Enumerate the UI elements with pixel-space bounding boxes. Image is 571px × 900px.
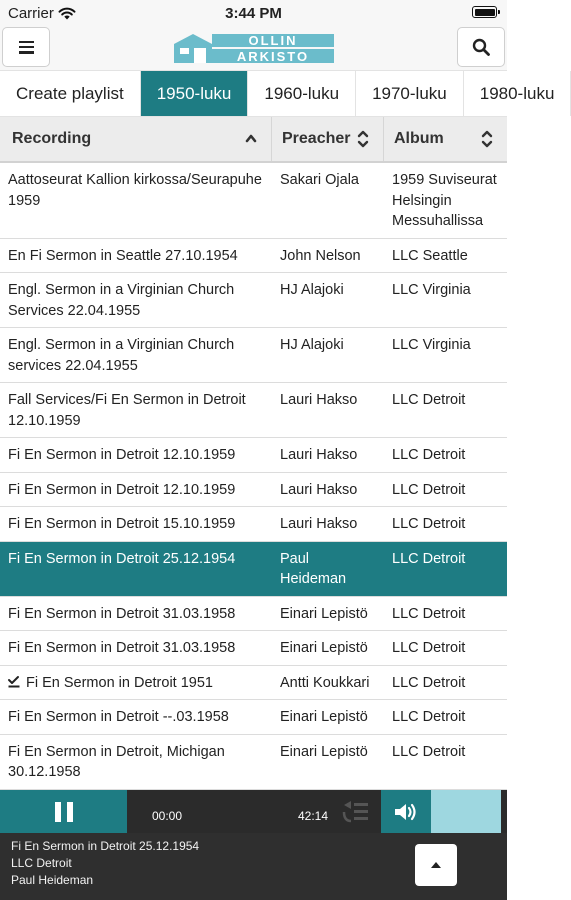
album-cell: LLC Seattle — [392, 247, 468, 264]
album-cell: LLC Detroit — [392, 743, 466, 760]
recording-cell: Engl. Sermon in a Virginian Church Services 22.04.1955 — [8, 282, 235, 319]
album-cell: LLC Detroit — [392, 605, 466, 622]
table-row[interactable] — [0, 700, 507, 735]
table-row[interactable] — [0, 666, 507, 701]
recording-cell: Fi En Sermon in Detroit 31.03.1958 — [8, 640, 236, 656]
recording-cell: En Fi Sermon in Seattle 27.10.1954 — [8, 247, 238, 264]
tab-1950-luku[interactable]: 1950-luku — [141, 71, 249, 116]
preacher-cell: HJ Alajoki — [280, 282, 344, 298]
album-cell: LLC Detroit — [392, 481, 466, 498]
audio-player — [0, 790, 507, 833]
table-row[interactable] — [0, 383, 507, 438]
table-row-selected[interactable] — [0, 542, 507, 597]
table-row[interactable] — [0, 631, 507, 666]
recording-label: Fi En Sermon in Detroit 1951 — [26, 674, 213, 691]
recording-cell: Fi En Sermon in Detroit --.03.1958 — [8, 709, 229, 725]
top-bar — [0, 24, 507, 70]
recording-cell: Fi En Sermon in Detroit 25.12.1954 — [8, 550, 236, 567]
table-row[interactable] — [0, 438, 507, 473]
table-row[interactable] — [0, 273, 507, 328]
preacher-cell: HJ Alajoki — [280, 337, 344, 353]
preacher-cell: Einari Lepistö — [280, 605, 368, 622]
preacher-cell: Lauri Hakso — [280, 392, 358, 408]
table-row[interactable] — [0, 473, 507, 508]
recording-cell: Fi En Sermon in Detroit 15.10.1959 — [8, 516, 236, 532]
album-cell: LLC Detroit — [392, 392, 466, 408]
recordings-table — [0, 163, 507, 790]
table-row[interactable] — [0, 735, 507, 790]
table-row[interactable] — [0, 163, 507, 239]
now-playing-bar — [0, 833, 507, 900]
recording-cell: Fall Services/Fi En Sermon in Detroit 12.10.1959 — [8, 392, 246, 429]
tab-1970-luku[interactable]: 1970-luku — [356, 71, 464, 116]
now-playing-album: LLC Detroit — [11, 856, 72, 870]
svg-text:OLLIN: OLLIN — [248, 33, 298, 48]
album-cell: LLC Virginia — [392, 282, 471, 298]
column-label-preacher: Preacher — [282, 130, 351, 147]
status-bar — [0, 0, 507, 24]
volume-button[interactable] — [381, 790, 431, 833]
preacher-cell: Einari Lepistö — [280, 743, 368, 760]
battery-icon — [472, 6, 497, 18]
recording-cell: Fi En Sermon in Detroit 12.10.1959 — [8, 481, 236, 498]
album-cell: LLC Detroit — [392, 709, 466, 725]
table-row[interactable] — [0, 239, 507, 274]
playlist-queue-icon[interactable] — [341, 799, 371, 825]
recording-cell: Aattoseurat Kallion kirkossa/Seurapuhe 1959 — [8, 172, 262, 209]
tab-1960-luku[interactable]: 1960-luku — [248, 71, 356, 116]
preacher-cell: Einari Lepistö — [280, 709, 368, 725]
table-row[interactable] — [0, 597, 507, 632]
recording-cell: Fi En Sermon in Detroit 12.10.1959 — [8, 447, 236, 463]
clock: 3:44 PM — [225, 5, 282, 22]
search-icon — [472, 38, 490, 56]
preacher-cell: Antti Koukkari — [280, 674, 370, 691]
ollin-arkisto-logo[interactable] — [174, 30, 336, 64]
column-label-album: Album — [394, 130, 444, 147]
menu-button[interactable] — [2, 27, 50, 67]
carrier-label: Carrier — [8, 5, 54, 22]
recording-cell: Fi En Sermon in Detroit, Michigan 30.12.1958 — [8, 743, 225, 780]
sort-ascending-icon — [245, 132, 257, 144]
expand-player-button[interactable] — [415, 844, 457, 886]
album-cell: LLC Detroit — [392, 674, 466, 691]
album-cell: LLC Detroit — [392, 447, 466, 463]
column-header-preacher[interactable] — [272, 117, 384, 161]
table-row[interactable] — [0, 507, 507, 542]
sort-icon — [481, 129, 493, 149]
table-row[interactable] — [0, 328, 507, 383]
column-header-album[interactable] — [384, 117, 507, 161]
pause-icon-bar — [55, 802, 61, 822]
sort-icon — [357, 129, 369, 149]
preacher-cell: Einari Lepistö — [280, 640, 368, 656]
total-time: 42:14 — [298, 809, 329, 823]
caret-up-icon — [431, 862, 441, 868]
decade-tabs — [0, 70, 555, 117]
album-cell: LLC Virginia — [392, 337, 471, 353]
svg-text:ARKISTO: ARKISTO — [236, 49, 310, 64]
preacher-cell: Lauri Hakso — [280, 481, 358, 498]
recording-cell: Fi En Sermon in Detroit 31.03.1958 — [8, 605, 236, 622]
pause-icon-bar — [67, 802, 73, 822]
album-cell: 1959 Suviseurat Helsingin Messuhallissa — [392, 172, 497, 229]
hamburger-icon — [19, 41, 34, 54]
album-cell: LLC Detroit — [392, 516, 466, 532]
pause-button[interactable] — [0, 790, 127, 833]
preacher-cell: Sakari Ojala — [280, 172, 359, 188]
preacher-cell: John Nelson — [280, 247, 361, 264]
preacher-cell: Paul Heideman — [280, 550, 347, 587]
now-playing-preacher: Paul Heideman — [11, 873, 94, 887]
tab-1980-luku[interactable]: 1980-luku — [464, 71, 571, 116]
current-time: 00:00 — [152, 809, 183, 823]
column-header-recording[interactable] — [0, 117, 272, 161]
album-cell: LLC Detroit — [392, 550, 466, 567]
album-cell: LLC Detroit — [392, 640, 466, 656]
now-playing-title: Fi En Sermon in Detroit 25.12.1954 — [11, 839, 200, 853]
preacher-cell: Lauri Hakso — [280, 516, 358, 532]
column-label-recording: Recording — [12, 130, 92, 147]
downloaded-icon — [8, 676, 20, 688]
tab-create-playlist[interactable]: Create playlist — [0, 71, 141, 116]
preacher-cell: Lauri Hakso — [280, 447, 358, 463]
recording-cell — [0, 666, 272, 700]
table-header — [0, 117, 507, 163]
volume-icon — [393, 801, 419, 823]
volume-slider[interactable] — [431, 790, 501, 833]
recording-cell: Engl. Sermon in a Virginian Church services 22.04.1955 — [8, 337, 235, 374]
search-button[interactable] — [457, 27, 505, 67]
